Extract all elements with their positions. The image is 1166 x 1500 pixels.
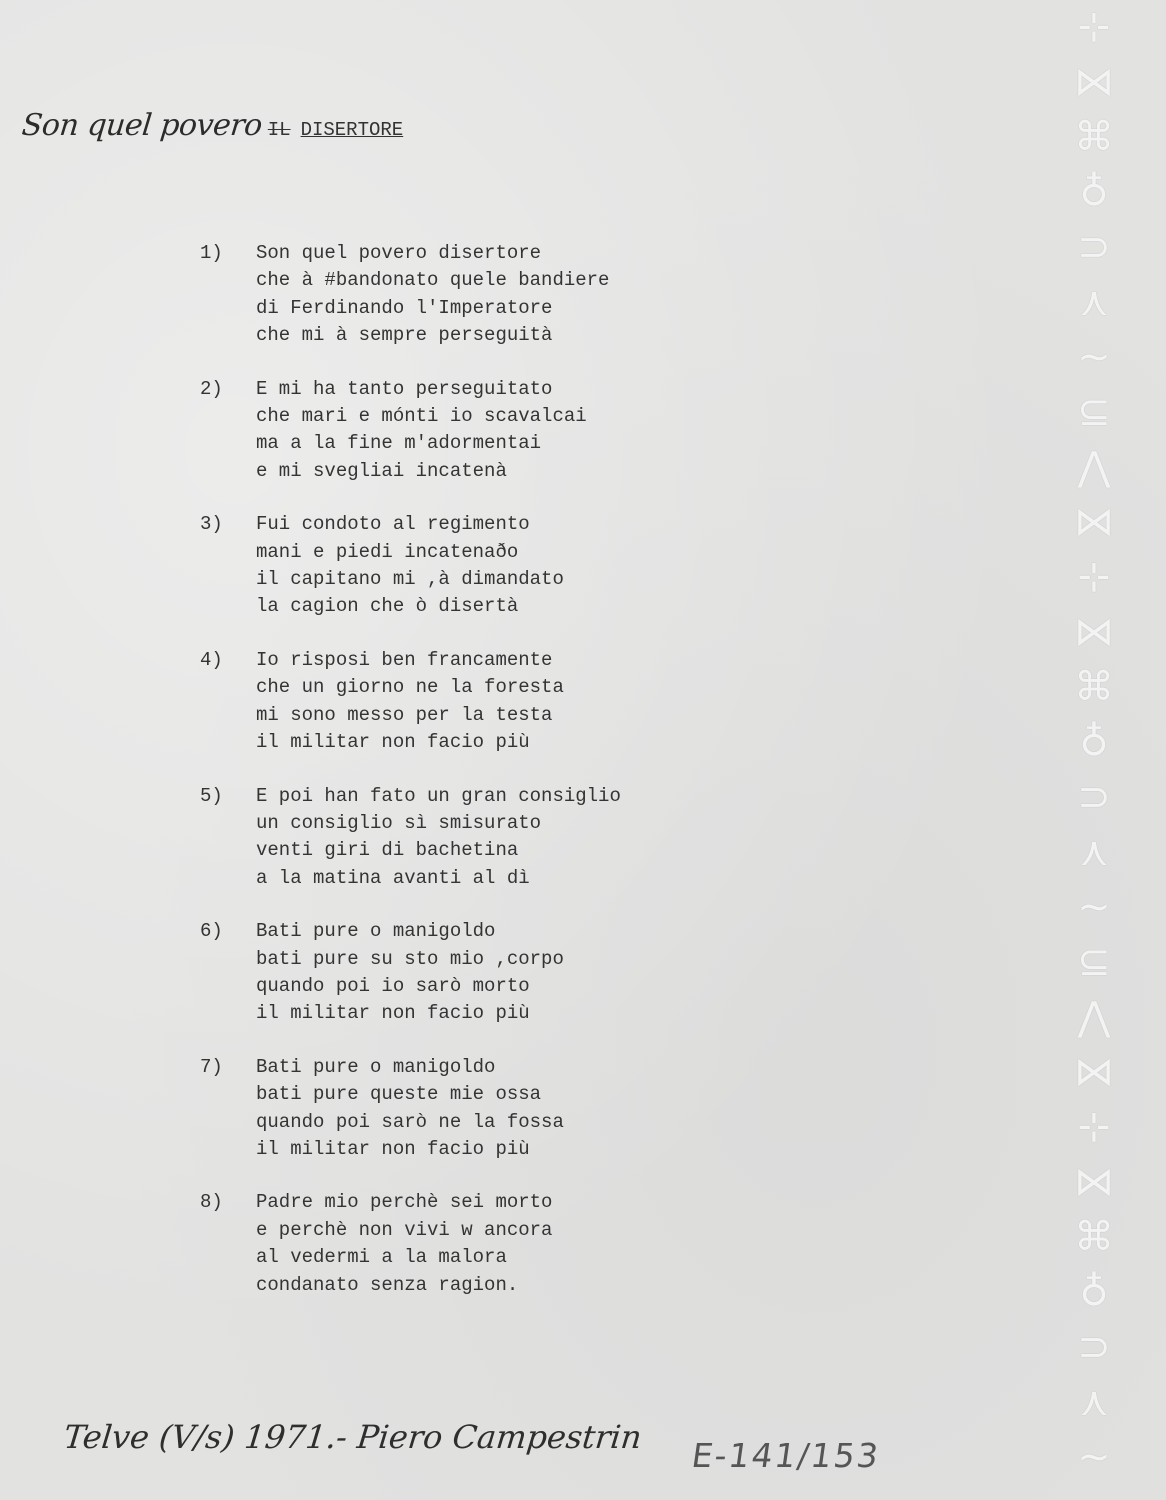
handwritten-footer-annotation: Telve (V/s) 1971.- Piero Campestrin bbox=[62, 1418, 644, 1456]
verse-line: Bati pure o manigoldo bbox=[256, 1055, 496, 1078]
verse-number: 8) bbox=[200, 1191, 223, 1214]
watermark-glyph-icon: ⊃ bbox=[1077, 224, 1111, 270]
handwritten-title: Son quel povero bbox=[20, 108, 264, 143]
watermark-glyph-icon: ∼ bbox=[1077, 334, 1111, 380]
watermark-glyph-icon: ⋈ bbox=[1074, 1159, 1114, 1205]
watermark-glyph-icon: ⊃ bbox=[1077, 1324, 1111, 1370]
verse-line: Io risposi ben francamente bbox=[256, 648, 553, 671]
watermark-glyph-icon: ⋏ bbox=[1079, 279, 1109, 325]
verse-lines bbox=[256, 376, 587, 486]
verse-lines bbox=[256, 1054, 564, 1164]
verse-line: mani e piedi incatenaðo bbox=[256, 540, 519, 563]
verse-line: quando poi io sarò morto bbox=[256, 974, 530, 997]
verses-block bbox=[200, 240, 621, 1325]
verse-line: quando poi sarò ne la fossa bbox=[256, 1110, 564, 1133]
verse bbox=[200, 1189, 621, 1299]
verse-line: bati pure queste mie ossa bbox=[256, 1083, 542, 1106]
verse-line: al vedermi a la malora bbox=[256, 1246, 507, 1269]
verse-line: Fui condoto al regimento bbox=[256, 513, 530, 536]
verse-line: che mari e mónti io scavalcai bbox=[256, 405, 587, 428]
verse-line: Bati pure o manigoldo bbox=[256, 920, 496, 943]
verse bbox=[200, 783, 621, 893]
verse-line: un consiglio sì smisurato bbox=[256, 811, 542, 834]
verse-line: bati pure su sto mio ,corpo bbox=[256, 947, 564, 970]
verse-line: la cagion che ò disertà bbox=[256, 595, 519, 618]
watermark-glyph-icon: ♁ bbox=[1079, 1269, 1109, 1315]
verse bbox=[200, 240, 621, 350]
verse-lines bbox=[256, 511, 564, 621]
verse-line: il militar non facio più bbox=[256, 731, 530, 754]
watermark-glyph-icon: ⋈ bbox=[1074, 59, 1114, 105]
verse-line: di Ferdinando l'Imperatore bbox=[256, 296, 553, 319]
verse-number: 2) bbox=[200, 377, 223, 400]
watermark-glyph-icon: ♁ bbox=[1079, 719, 1109, 765]
watermark-glyph-icon: ⋀ bbox=[1077, 444, 1111, 490]
edge-watermark-strip bbox=[1072, 0, 1116, 1500]
verse-number: 1) bbox=[200, 242, 223, 264]
watermark-glyph-icon: ⌘ bbox=[1074, 1214, 1114, 1260]
verse-line: che à #bandonato quele bandiere bbox=[256, 269, 610, 292]
verse-line: condanato senza ragion. bbox=[256, 1273, 519, 1296]
verse-line: E poi han fato un gran consiglio bbox=[256, 784, 621, 807]
verse-lines bbox=[256, 1189, 552, 1299]
watermark-glyph-icon: ⊹ bbox=[1077, 554, 1111, 600]
verse bbox=[200, 376, 621, 486]
archive-code: E-141/153 bbox=[689, 1436, 883, 1475]
typed-title: DISERTORE bbox=[300, 119, 404, 141]
verse-lines bbox=[256, 918, 564, 1028]
verse-line: che mi à sempre perseguità bbox=[256, 324, 553, 347]
verse-lines bbox=[256, 240, 609, 350]
verse-line: venti giri di bachetina bbox=[256, 839, 519, 862]
watermark-glyph-icon: ∼ bbox=[1077, 884, 1111, 930]
verse-line: il militar non facio più bbox=[256, 1137, 530, 1160]
verse-lines bbox=[256, 783, 621, 893]
verse-number: 7) bbox=[200, 1055, 223, 1078]
watermark-glyph-icon: ⊹ bbox=[1077, 4, 1111, 50]
verse bbox=[200, 647, 621, 757]
watermark-glyph-icon: ⋈ bbox=[1074, 499, 1114, 545]
watermark-glyph-icon: ⋏ bbox=[1079, 829, 1109, 875]
verse-line: e perchè non vivi w ancora bbox=[256, 1218, 553, 1241]
verse-line: mi sono messo per la testa bbox=[256, 703, 553, 726]
verse bbox=[200, 511, 621, 621]
verse-number: 6) bbox=[200, 920, 223, 943]
struck-out-text: IL bbox=[267, 119, 291, 141]
verse-line: che un giorno ne la foresta bbox=[256, 676, 564, 699]
watermark-glyph-icon: ⊃ bbox=[1077, 774, 1111, 820]
verse-line: e mi svegliai incatenà bbox=[256, 459, 507, 482]
watermark-glyph-icon: ⋏ bbox=[1079, 1379, 1109, 1425]
watermark-glyph-icon: ⋈ bbox=[1074, 1049, 1114, 1095]
watermark-glyph-icon: ⋀ bbox=[1077, 994, 1111, 1040]
verse-number: 5) bbox=[200, 784, 223, 807]
watermark-glyph-icon: ⊆ bbox=[1077, 939, 1111, 985]
watermark-glyph-icon: ⋈ bbox=[1074, 609, 1114, 655]
verse-line: il capitano mi ,à dimandato bbox=[256, 568, 564, 591]
verse-line: a la matina avanti al dì bbox=[256, 866, 530, 889]
verse-number: 3) bbox=[200, 513, 223, 536]
watermark-glyph-icon: ⊆ bbox=[1077, 389, 1111, 435]
verse bbox=[200, 918, 621, 1028]
watermark-glyph-icon: ∼ bbox=[1077, 1434, 1111, 1480]
verse-line: E mi ha tanto perseguitato bbox=[256, 377, 553, 400]
verse-line: ma a la fine m'adormentai bbox=[256, 432, 542, 455]
verse bbox=[200, 1054, 621, 1164]
watermark-glyph-icon: ♁ bbox=[1079, 169, 1109, 215]
watermark-glyph-icon: ⌘ bbox=[1074, 114, 1114, 160]
watermark-glyph-icon: ⌘ bbox=[1074, 664, 1114, 710]
watermark-glyph-icon: ⊹ bbox=[1077, 1104, 1111, 1150]
verse-line: Padre mio perchè sei morto bbox=[256, 1191, 553, 1214]
verse-line: il militar non facio più bbox=[256, 1002, 530, 1025]
verse-line: Son quel povero disertore bbox=[256, 242, 542, 264]
verse-lines bbox=[256, 647, 564, 757]
title-row bbox=[22, 108, 403, 143]
verse-number: 4) bbox=[200, 648, 223, 671]
